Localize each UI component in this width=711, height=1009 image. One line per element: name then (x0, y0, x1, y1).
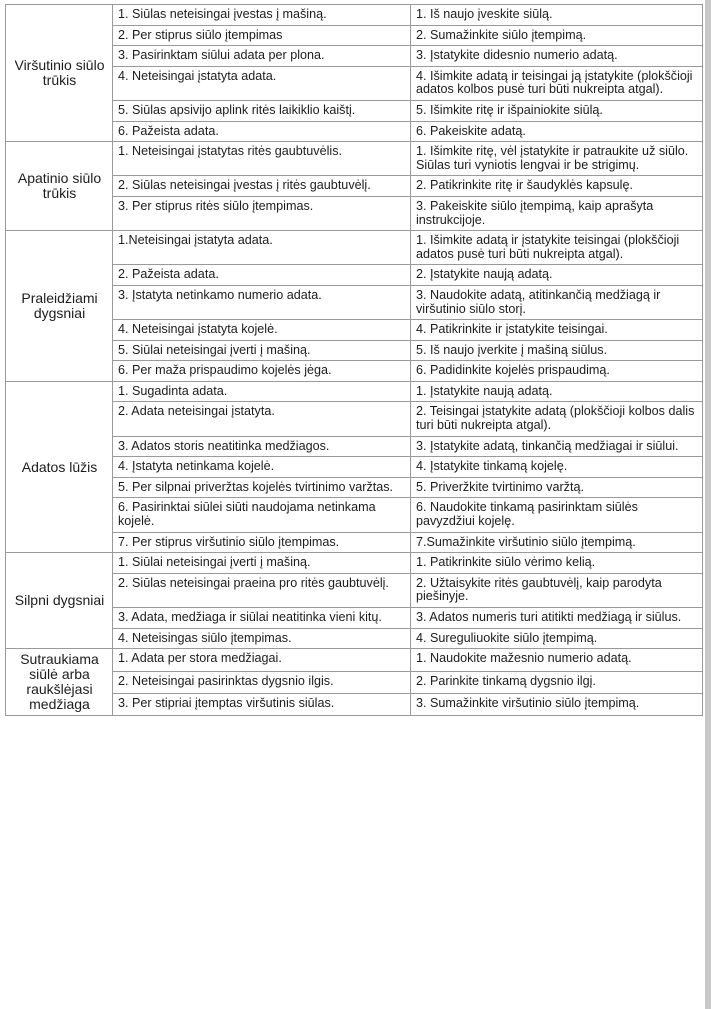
solution-cell: 4. Patikrinkite ir įstatykite teisingai. (411, 320, 703, 341)
solution-cell: 1. Išimkite adatą ir įstatykite teisingai (plokščioji adatos pusė turi būti nukreipta atgal). (411, 231, 703, 265)
solution-cell: 1. Išimkite ritę, vėl įstatykite ir patraukite už siūlo. Siūlas turi vyniotis lengvai ir be strigimų. (411, 142, 703, 176)
solution-cell: 1. Patikrinkite siūlo vėrimo kelią. (411, 553, 703, 574)
solution-cell: 3. Pakeiskite siūlo įtempimą, kaip aprašyta instrukcijoje. (411, 196, 703, 230)
cause-cell: 7. Per stiprus viršutinio siūlo įtempimas. (113, 532, 411, 553)
cause-cell: 2. Neteisingai pasirinktas dygsnio ilgis. (113, 671, 411, 693)
table-row (6, 231, 703, 265)
solution-cell: 2. Sumažinkite siūlo įtempimą. (411, 25, 703, 46)
page-edge (705, 0, 711, 1009)
solution-cell: 2. Įstatykite naują adatą. (411, 265, 703, 286)
problem-category: Apatinio siūlo trūkis (6, 142, 113, 231)
cause-cell: 2. Pažeista adata. (113, 265, 411, 286)
solution-cell: 4. Įstatykite tinkamą kojelę. (411, 457, 703, 478)
table-row (6, 142, 703, 176)
solution-cell: 3. Sumažinkite viršutinio siūlo įtempimą. (411, 693, 703, 715)
solution-cell: 5. Priveržkite tvirtinimo varžtą. (411, 477, 703, 498)
table-row (6, 5, 703, 26)
cause-cell: 6. Per maža prispaudimo kojelės jėga. (113, 361, 411, 382)
cause-cell: 1. Neteisingai įstatytas ritės gaubtuvėlis. (113, 142, 411, 176)
cause-cell: 4. Neteisingai įstatyta kojelė. (113, 320, 411, 341)
problem-category: Viršutinio siūlo trūkis (6, 5, 113, 142)
cause-cell: 3. Per stipriai įtemptas viršutinis siūlas. (113, 693, 411, 715)
solution-cell: 2. Parinkite tinkamą dygsnio ilgį. (411, 671, 703, 693)
cause-cell: 3. Per stiprus ritės siūlo įtempimas. (113, 196, 411, 230)
cause-cell: 3. Adatos storis neatitinka medžiagos. (113, 436, 411, 457)
solution-cell: 3. Adatos numeris turi atitikti medžiagą ir siūlus. (411, 608, 703, 629)
solution-cell: 4. Sureguliuokite siūlo įtempimą. (411, 628, 703, 649)
cause-cell: 5. Per silpnai priveržtas kojelės tvirtinimo varžtas. (113, 477, 411, 498)
solution-cell: 3. Įstatykite didesnio numerio adatą. (411, 46, 703, 67)
cause-cell: 4. Įstatyta netinkama kojelė. (113, 457, 411, 478)
problem-category: Silpni dygsniai (6, 553, 113, 649)
solution-cell: 1. Iš naujo įveskite siūlą. (411, 5, 703, 26)
solution-cell: 5. Iš naujo įverkite į mašiną siūlus. (411, 340, 703, 361)
cause-cell: 2. Siūlas neteisingai įvestas į ritės gaubtuvėlį. (113, 176, 411, 197)
solution-cell: 3. Įstatykite adatą, tinkančią medžiagai ir siūlui. (411, 436, 703, 457)
table-row (6, 553, 703, 574)
solution-cell: 2. Teisingai įstatykite adatą (plokščioji kolbos dalis turi būti nukreipta atgal). (411, 402, 703, 436)
solution-cell: 2. Patikrinkite ritę ir šaudyklės kapsulę. (411, 176, 703, 197)
problem-category: Adatos lūžis (6, 381, 113, 552)
cause-cell: 1. Siūlas neteisingai įvestas į mašiną. (113, 5, 411, 26)
solution-cell: 6. Pakeiskite adatą. (411, 121, 703, 142)
problem-category: Praleidžiami dygsniai (6, 231, 113, 382)
troubleshooting-table (5, 4, 703, 716)
solution-cell: 1. Naudokite mažesnio numerio adatą. (411, 649, 703, 671)
cause-cell: 6. Pažeista adata. (113, 121, 411, 142)
cause-cell: 3. Pasirinktam siūlui adata per plona. (113, 46, 411, 67)
cause-cell: 2. Adata neteisingai įstatyta. (113, 402, 411, 436)
cause-cell: 2. Per stiprus siūlo įtempimas (113, 25, 411, 46)
cause-cell: 1. Siūlai neteisingai įverti į mašiną. (113, 553, 411, 574)
cause-cell: 4. Neteisingai įstatyta adata. (113, 66, 411, 100)
cause-cell: 5. Siūlas apsivijo aplink ritės laikiklio kaištį. (113, 100, 411, 121)
solution-cell: 1. Įstatykite naują adatą. (411, 381, 703, 402)
solution-cell: 3. Naudokite adatą, atitinkančią medžiagą ir viršutinio siūlo storį. (411, 285, 703, 319)
cause-cell: 3. Įstatyta netinkamo numerio adata. (113, 285, 411, 319)
problem-category: Sutraukiama siūlė arba raukšlėjasi medžiaga (6, 649, 113, 716)
table-body (6, 5, 703, 716)
solution-cell: 7.Sumažinkite viršutinio siūlo įtempimą. (411, 532, 703, 553)
cause-cell: 3. Adata, medžiaga ir siūlai neatitinka vieni kitų. (113, 608, 411, 629)
cause-cell: 6. Pasirinktai siūlei siūti naudojama netinkama kojelė. (113, 498, 411, 532)
cause-cell: 4. Neteisingas siūlo įtempimas. (113, 628, 411, 649)
solution-cell: 5. Išimkite ritę ir išpainiokite siūlą. (411, 100, 703, 121)
solution-cell: 4. Išimkite adatą ir teisingai ją įstatykite (plokščioji adatos kolbos pusė turi būti nukreipta atgal). (411, 66, 703, 100)
cause-cell: 2. Siūlas neteisingai praeina pro ritės gaubtuvėlį. (113, 573, 411, 607)
cause-cell: 1. Adata per stora medžiagai. (113, 649, 411, 671)
table-row (6, 381, 703, 402)
solution-cell: 6. Naudokite tinkamą pasirinktam siūlės pavyzdžiui kojelę. (411, 498, 703, 532)
solution-cell: 6. Padidinkite kojelės prispaudimą. (411, 361, 703, 382)
cause-cell: 5. Siūlai neteisingai įverti į mašiną. (113, 340, 411, 361)
cause-cell: 1.Neteisingai įstatyta adata. (113, 231, 411, 265)
table-row (6, 649, 703, 671)
solution-cell: 2. Užtaisykite ritės gaubtuvėlį, kaip parodyta piešinyje. (411, 573, 703, 607)
cause-cell: 1. Sugadinta adata. (113, 381, 411, 402)
